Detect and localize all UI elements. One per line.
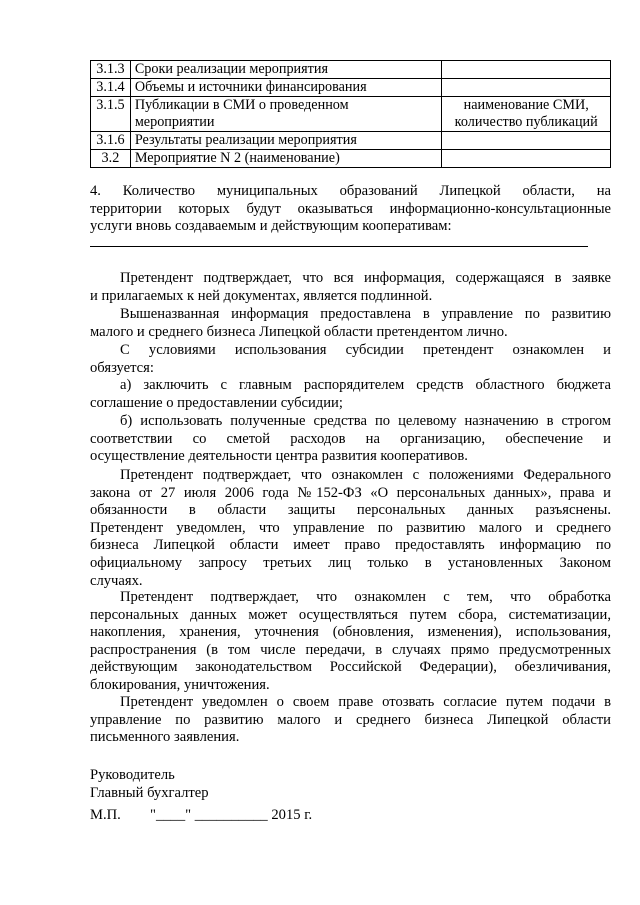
row-number: 3.1.5 <box>91 97 131 132</box>
text-line: распространения (в том числе передачи, в случаях прямо предусмотренных <box>90 641 611 658</box>
conditions-paragraph <box>90 342 611 377</box>
text-line: официальному запросу третьих лиц только в установленных Законом <box>90 554 611 571</box>
processing-paragraph <box>90 589 611 695</box>
text-line: письменного заявления. <box>90 729 240 746</box>
text-line: действующим законодательством Российской Федерации), обезличивания, <box>90 659 611 676</box>
row-number: 3.1.4 <box>91 79 131 97</box>
description-line: Публикации в СМИ о проведенном <box>134 97 349 113</box>
stamp-label: М.П. <box>90 807 121 823</box>
text-line: накопления, хранения, уточнения (обновления, изменения), использования, <box>90 624 611 641</box>
accountant-signature-label: Главный бухгалтер <box>90 785 209 801</box>
table-row <box>91 97 611 132</box>
table-row <box>91 132 611 150</box>
description-line: Мероприятие N 2 (наименование) <box>134 150 340 166</box>
row-description <box>130 79 442 97</box>
text-line: Вышеназванная информация предоставлена в управление по развитию <box>120 306 611 322</box>
head-signature-label: Руководитель <box>90 767 175 783</box>
text-line: блокирования, уничтожения. <box>90 676 270 693</box>
text-line: персональных данных может осуществляться путем сбора, систематизации, <box>90 606 611 623</box>
text-line: бизнеса Липецкой области имеет право предоставлять информацию по <box>90 537 611 554</box>
row-description <box>130 97 442 132</box>
section-4-line: 4. Количество муниципальных образований Липецкой области, на <box>90 183 611 199</box>
row-result <box>442 97 611 132</box>
row-result <box>442 150 611 168</box>
row-result <box>442 132 611 150</box>
text-line: осуществление деятельности центра развития кооперативов. <box>90 448 468 465</box>
text-line: а) заключить с главным распорядителем средств областного бюджета <box>120 377 611 393</box>
text-line: обязуется: <box>90 359 154 376</box>
text-line: С условиями использования субсидии претендент ознакомлен и <box>120 342 611 358</box>
result-line: количество публикаций <box>454 114 598 130</box>
date-field: "____" __________ 2015 г. <box>150 807 313 823</box>
description-line: Результаты реализации мероприятия <box>134 132 357 148</box>
obligation-b-paragraph <box>90 413 611 466</box>
text-line: закона от 27 июля 2006 года №152-ФЗ «О персональных данных», права и <box>90 484 611 501</box>
row-number: 3.2 <box>91 150 131 168</box>
description-line: Объемы и источники финансирования <box>134 79 367 95</box>
row-number: 3.1.6 <box>91 132 131 150</box>
text-line: соответствии со сметой расходов на организацию, обеспечение и <box>90 430 611 447</box>
table-row <box>91 79 611 97</box>
row-description <box>130 132 442 150</box>
text-line: Претендент подтверждает, что ознакомлен с положениями Федерального <box>120 467 611 483</box>
events-table <box>90 60 611 168</box>
text-line: обязанности в области защиты персональных данных разъяснены. <box>90 502 611 519</box>
row-number: 3.1.3 <box>91 61 131 79</box>
text-line: Претендент подтверждает, что ознакомлен с тем, что обработка <box>120 589 611 605</box>
row-description <box>130 150 442 168</box>
text-line: Претендент уведомлен, что управление по развитию малого и среднего <box>90 519 611 536</box>
info-paragraph <box>90 306 611 341</box>
table-row <box>91 61 611 79</box>
section-4-line: услуги вновь создаваемым и действующим кооперативам: <box>90 218 452 235</box>
personal-data-paragraph <box>90 467 611 590</box>
row-result <box>442 61 611 79</box>
text-line: Претендент уведомлен о своем праве отозвать согласие путем подачи в <box>120 694 611 710</box>
text-line: б) использовать полученные средства по целевому назначению в строгом <box>120 413 611 429</box>
description-line: Сроки реализации мероприятия <box>134 61 328 77</box>
text-line: соглашение о предоставлении субсидии; <box>90 394 343 411</box>
description-line: мероприятии <box>134 114 215 130</box>
text-line: малого и среднего бизнеса Липецкой области претендентом лично. <box>90 323 508 340</box>
obligation-a-paragraph <box>90 377 611 412</box>
withdrawal-paragraph <box>90 694 611 747</box>
text-line: управление по развитию малого и среднего бизнеса Липецкой области <box>90 711 611 728</box>
table-row <box>91 150 611 168</box>
section-4-line: территории которых будут оказываться информационно-консультационные <box>90 200 611 217</box>
text-line: случаях. <box>90 572 143 589</box>
text-line: Претендент подтверждает, что вся информация, содержащаяся в заявке <box>120 270 611 286</box>
result-line: наименование СМИ, <box>463 97 589 113</box>
row-result <box>442 79 611 97</box>
confirmation-paragraph <box>90 270 611 305</box>
section-4-text <box>90 183 611 236</box>
text-line: и прилагаемых к ней документах, является подлинной. <box>90 287 433 304</box>
answer-underline <box>90 246 588 247</box>
row-description <box>130 61 442 79</box>
